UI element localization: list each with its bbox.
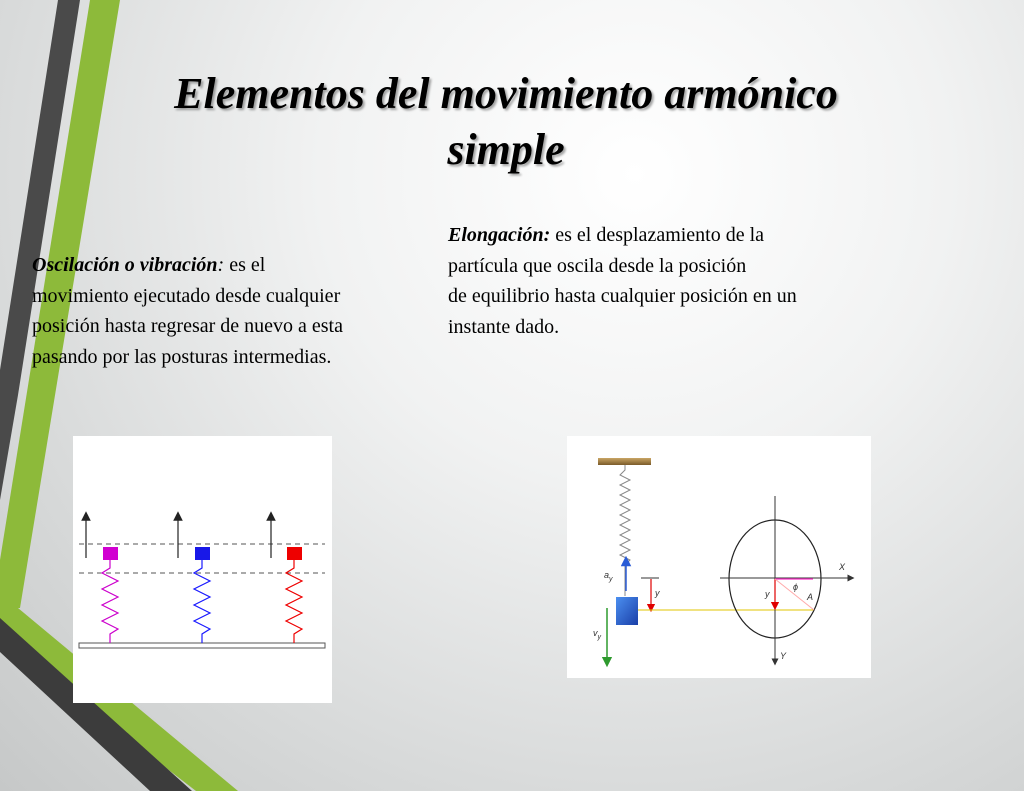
oscillation-colon: : xyxy=(217,254,225,276)
hanging-spring xyxy=(620,465,630,596)
elongation-definition xyxy=(448,220,797,342)
mass-red xyxy=(287,547,302,560)
elongation-line-3: de equilibrio hasta cualquier posición en un xyxy=(448,285,797,307)
oscillation-line-2: movimiento ejecutado desde cualquier xyxy=(32,284,341,307)
circle-y-label: y xyxy=(765,589,770,599)
spring-magenta xyxy=(102,560,118,643)
displacement-label: y xyxy=(655,588,660,598)
title-line-2: simple xyxy=(447,125,565,174)
y-axis-label: Y xyxy=(780,651,787,661)
amplitude-label: A xyxy=(807,592,814,602)
mass-magenta xyxy=(103,547,118,560)
oscillation-definition xyxy=(32,250,343,372)
oscillation-term: Oscilación o vibración xyxy=(32,254,218,276)
oscillation-line-1 xyxy=(32,250,343,281)
slide-title xyxy=(0,66,1012,178)
elongation-line-4: instante dado. xyxy=(448,315,560,338)
title-line-1: Elementos del movimiento armónico xyxy=(174,69,838,118)
elongation-line-1 xyxy=(448,220,797,251)
oscillation-line-1-rest: es el xyxy=(224,254,266,276)
velocity-label: $v_y$ xyxy=(593,628,601,641)
acceleration-label: $a_y$ xyxy=(604,570,613,583)
springs-oscillation-figure xyxy=(73,436,332,703)
spring-red xyxy=(286,560,302,643)
x-axis-label: X xyxy=(839,562,846,572)
base-plate xyxy=(79,643,325,648)
mass-blue xyxy=(195,547,210,560)
spring-blue xyxy=(194,560,210,643)
oscillation-line-3: posición hasta regresar de nuevo a esta xyxy=(32,315,343,337)
phi-label: ϕ xyxy=(793,582,799,592)
elongation-line-1-rest: es el desplazamiento de la xyxy=(550,224,765,246)
oscillating-block xyxy=(616,597,638,625)
elongation-term: Elongación: xyxy=(448,224,551,246)
ceiling-bar xyxy=(598,458,651,465)
oscillation-line-4: pasando por las posturas intermedias. xyxy=(32,345,332,368)
elongation-circle-figure xyxy=(567,436,871,678)
elongation-line-2: partícula que oscila desde la posición xyxy=(448,254,747,277)
